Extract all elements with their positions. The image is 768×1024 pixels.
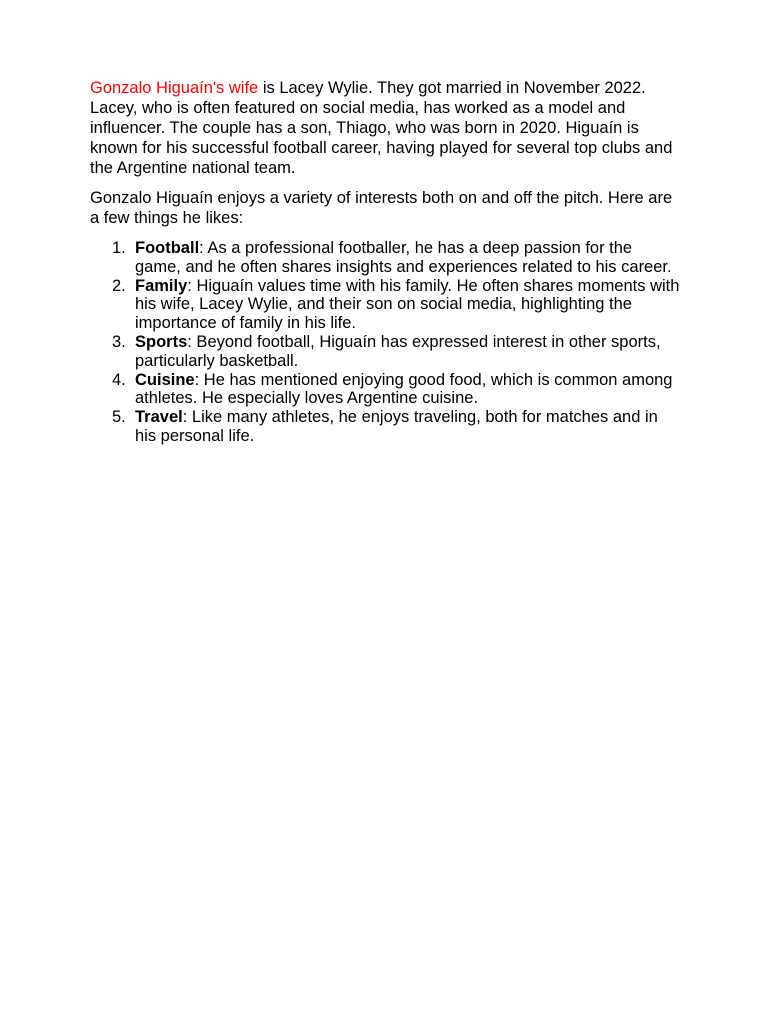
- list-number: 4.: [112, 370, 126, 389]
- likes-list: [90, 239, 680, 446]
- document-body: [90, 78, 680, 446]
- list-item-family: [90, 277, 680, 333]
- list-text: : He has mentioned enjoying good food, which is common among athletes. He especially loves Argentine cuisine.: [135, 370, 673, 408]
- intro-text: is Lacey Wylie. They got married in November 2022. Lacey, who is often featured on social media, has worked as a model and influencer. The couple has a son, Thiago, who was born in 2020. Higuaín is known for his successful football career, having played for several top clubs and the Argentine national team.: [90, 79, 673, 177]
- wife-link[interactable]: Gonzalo Higuaín's wife: [90, 79, 259, 97]
- list-item-sports: [90, 333, 680, 371]
- list-number: 2.: [112, 276, 126, 295]
- list-term: Sports: [135, 332, 188, 351]
- list-number: 5.: [112, 408, 126, 427]
- interests-intro-paragraph: Gonzalo Higuaín enjoys a variety of interests both on and off the pitch. Here are a few things he likes:: [90, 189, 673, 227]
- list-text: : Beyond football, Higuaín has expressed interest in other sports, particularly basketball.: [135, 332, 661, 370]
- list-term: Travel: [135, 408, 183, 427]
- list-item-football: [90, 239, 680, 277]
- list-term: Family: [135, 276, 188, 295]
- list-number: 1.: [112, 239, 126, 257]
- list-number: 3.: [112, 332, 126, 351]
- list-text: : Higuaín values time with his family. He often shares moments with his wife, Lacey Wylie, and their son on social media, highlighting the importance of family in his life.: [135, 276, 680, 333]
- list-term: Cuisine: [135, 370, 195, 389]
- intro-paragraph: [90, 78, 680, 178]
- list-term: Football: [135, 239, 200, 257]
- list-item-travel: [90, 408, 680, 446]
- list-text: : Like many athletes, he enjoys traveling, both for matches and in his personal life.: [135, 408, 658, 445]
- list-text: : As a professional footballer, he has a deep passion for the game, and he often shares insights and experiences related to his career.: [135, 239, 672, 276]
- list-item-cuisine: [90, 371, 680, 409]
